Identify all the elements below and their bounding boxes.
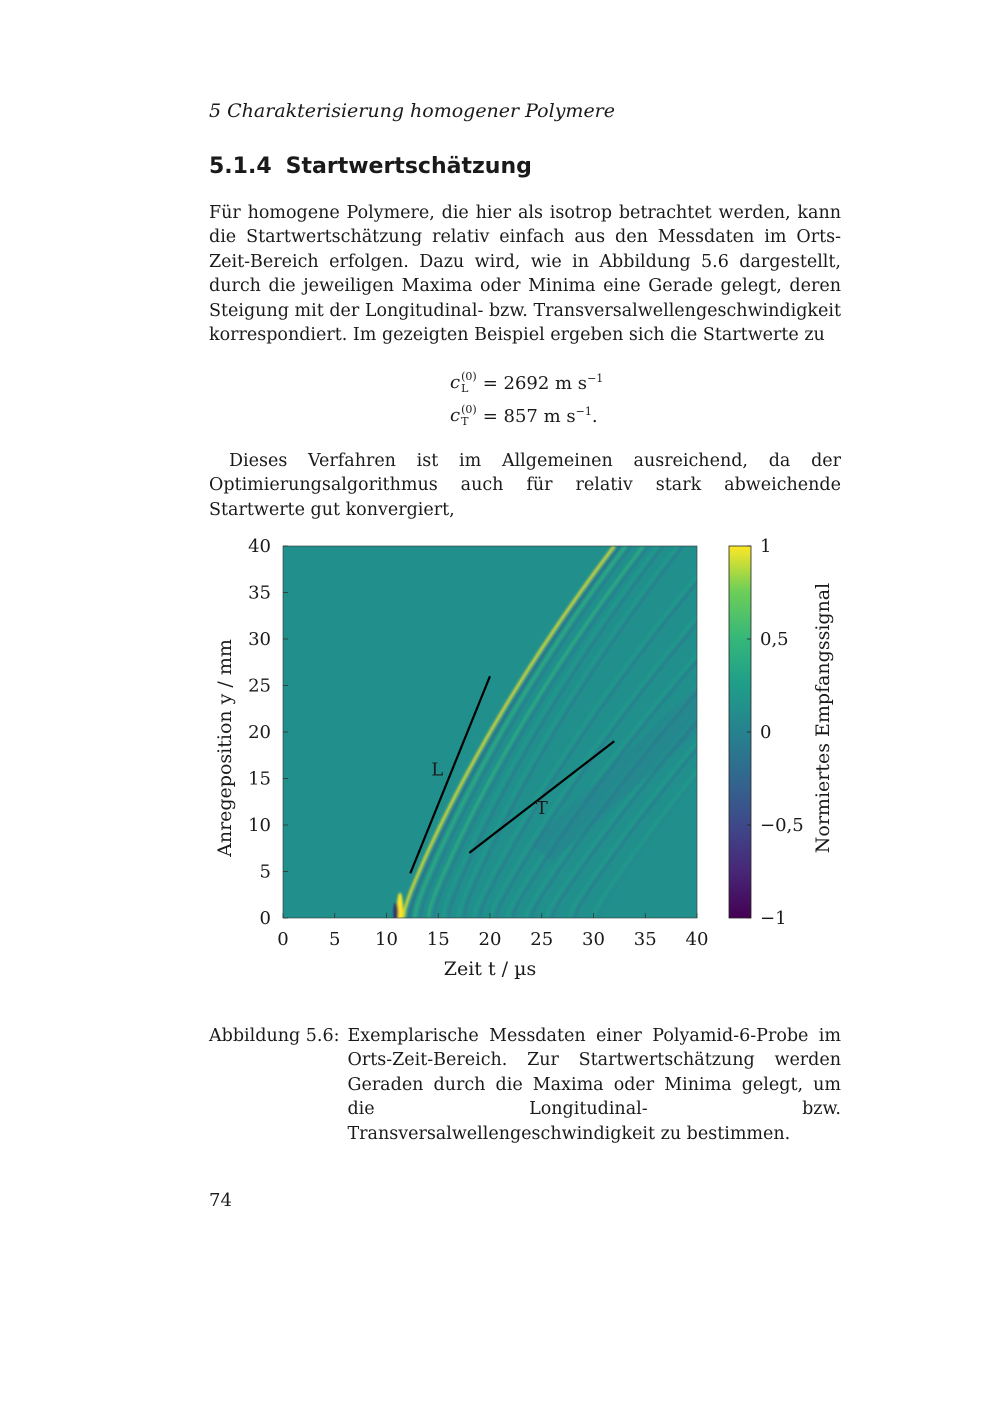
eq-subscript: L <box>461 381 469 395</box>
y-tick-label: 40 <box>248 536 271 557</box>
figure-5-6 <box>205 530 845 994</box>
y-tick-label: 10 <box>248 815 271 836</box>
fit-line-label-L: L <box>431 759 444 781</box>
equation-block <box>450 366 603 432</box>
eq-subscript: T <box>461 414 469 428</box>
eq-superscript: (0) <box>461 402 477 416</box>
eq-scripts <box>461 371 477 395</box>
eq-value: = 857 m $s^{-1}$. <box>482 404 598 427</box>
running-header: 5 Charakterisierung homogener Polymere <box>209 100 616 122</box>
y-tick-label: 35 <box>248 582 271 604</box>
x-tick-label: 20 <box>478 929 502 950</box>
x-tick-label: 5 <box>329 929 341 950</box>
page-number: 74 <box>209 1190 232 1211</box>
colorbar-label: Normiertes Empfangssignal <box>812 582 834 854</box>
y-axis-label: Anregeposition y / mm <box>214 639 236 857</box>
colorbar-tick-label: 0 <box>760 722 772 743</box>
y-tick-label: 25 <box>248 675 271 697</box>
colorbar-tick-label: 0,5 <box>760 629 789 650</box>
eq-superscript: (0) <box>461 369 477 383</box>
y-tick-label: 20 <box>248 722 271 743</box>
section-title: Startwertschätzung <box>285 154 532 179</box>
section-heading <box>209 154 532 179</box>
caption-text: Exemplarische Messdaten einer Polyamid-6-Probe im Orts-Zeit-Bereich. Zur Startwertschätzung werden Geraden durch die Maxima oder Minima gelegt, um die Longitudinal- bzw. Transversalwellengeschwindigkeit zu bestimmen. <box>347 1026 841 1144</box>
eq-symbol: c <box>450 372 461 393</box>
source-trough <box>393 902 398 922</box>
paragraph-continuation: Dieses Verfahren ist im Allgemeinen ausreichend, da der Optimierungsalgorithmus auch für relativ stark abweichende Startwerte gut konvergiert, <box>209 451 841 520</box>
y-tick-label: 30 <box>248 629 271 650</box>
paragraph-intro: Für homogene Polymere, die hier als isotrop betrachtet werden, kann die Startwertschätzung relativ einfach aus den Messdaten im Orts-Zeit-Bereich erfolgen. Dazu wird, wie in Abbildung 5.6 dargestellt, durch die jeweiligen Maxima oder Minima eine Gerade gelegt, deren Steigung mit der Longitudinal- bzw. Transversalwellengeschwindigkeit korrespondiert. Im gezeigten Beispiel ergeben sich die Startwerte zu <box>209 203 841 346</box>
colorbar-tick-label: −0,5 <box>760 815 804 836</box>
x-tick-label: 35 <box>633 929 657 950</box>
y-tick-label: 0 <box>259 908 271 929</box>
caption-label: Abbildung 5.6: <box>209 1026 340 1046</box>
eq-scripts <box>461 404 477 428</box>
y-tick-label: 15 <box>248 768 271 790</box>
y-tick-label: 5 <box>259 861 271 883</box>
x-tick-label: 40 <box>685 929 709 950</box>
heatmap-chart <box>205 530 845 990</box>
colorbar-tick-label: −1 <box>760 908 787 929</box>
x-axis-label: Zeit t / µs <box>443 958 537 980</box>
x-tick-label: 30 <box>582 929 605 950</box>
colorbar-tick-label: 1 <box>760 536 772 557</box>
fit-line-label-T: T <box>535 797 548 819</box>
equation-cl <box>450 366 603 399</box>
equation-ct <box>450 399 603 432</box>
section-number: 5.1.4 <box>209 154 272 179</box>
x-tick-label: 10 <box>375 929 398 950</box>
x-tick-label: 0 <box>277 929 289 950</box>
eq-value: = 2692 m $s^{-1}$ <box>482 371 604 394</box>
eq-symbol: c <box>450 405 461 426</box>
x-tick-label: 15 <box>426 929 450 950</box>
x-tick-label: 25 <box>530 929 554 950</box>
figure-caption <box>209 1024 841 1146</box>
